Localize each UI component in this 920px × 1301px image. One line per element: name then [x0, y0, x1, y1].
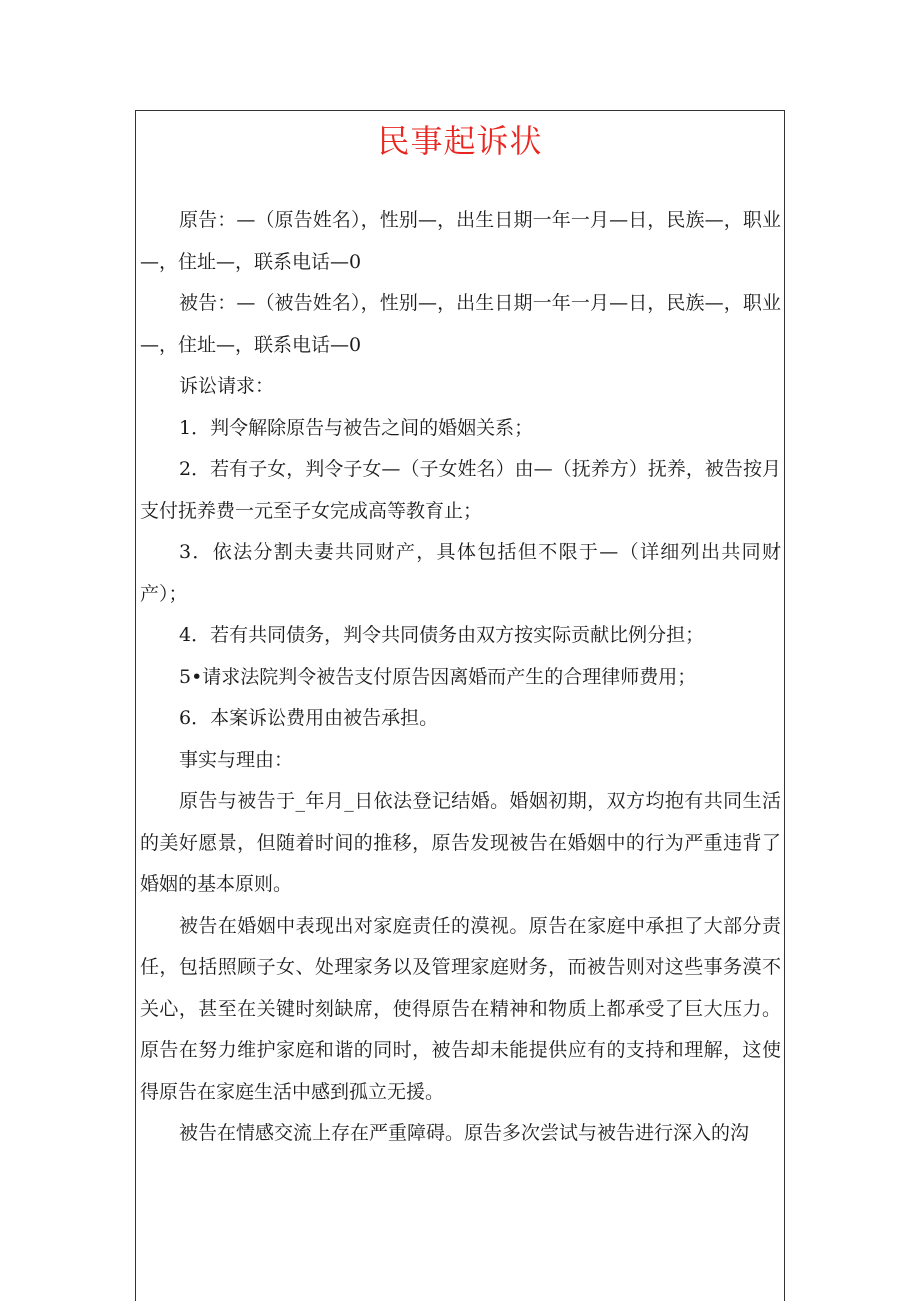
plaintiff-info: 原告：—（原告姓名），性别—，出生日期一年一月—日，民族—，职业—，住址—，联系电话—0	[140, 209, 781, 273]
facts-paragraph-1: 原告与被告于_年月_日依法登记结婚。婚姻初期，双方均抱有共同生活的美好愿景，但随着时间的推移，原告发现被告在婚姻中的行为严重违背了婚姻的基本原则。	[140, 790, 781, 895]
claim-item-3: 3．依法分割夫妻共同财产，具体包括但不限于—（详细列出共同财产）；	[140, 541, 781, 605]
claim-item-5: 5•请求法院判令被告支付原告因离婚而产生的合理律师费用；	[179, 665, 697, 688]
document-title: 民事起诉状	[377, 122, 543, 160]
claims-heading: 诉讼请求：	[179, 375, 275, 397]
claim-item-2: 2．若有子女，判令子女—（子女姓名）由—（抚养方）抚养，被告按月支付抚养费一元至子女完成高等教育止；	[140, 458, 781, 522]
document-body	[140, 200, 781, 1155]
facts-paragraph-3: 被告在情感交流上存在严重障碍。原告多次尝试与被告进行深入的沟	[179, 1122, 750, 1144]
defendant-info: 被告：—（被告姓名），性别—，出生日期一年一月—日，民族—，职业—，住址—，联系电话—0	[140, 292, 781, 356]
claim-item-4: 4．若有共同债务，判令共同债务由双方按实际贡献比例分担；	[179, 624, 705, 646]
facts-heading: 事实与理由：	[179, 748, 294, 771]
facts-paragraph-2: 被告在婚姻中表现出对家庭责任的漠视。原告在家庭中承担了大部分责任，包括照顾子女、处理家务以及管理家庭财务，而被告则对这些事务漠不关心，甚至在关键时刻缺席，使得原告在精神和物质上都承受了巨大压力。原告在努力维护家庭和谐的同时，被告却未能提供应有的支持和理解，这使得原告在家庭生活中感到孤立无援。	[140, 914, 781, 1103]
claim-item-1: 1．判令解除原告与被告之间的婚姻关系；	[179, 416, 534, 439]
claim-item-6: 6．本案诉讼费用由被告承担。	[179, 707, 439, 729]
